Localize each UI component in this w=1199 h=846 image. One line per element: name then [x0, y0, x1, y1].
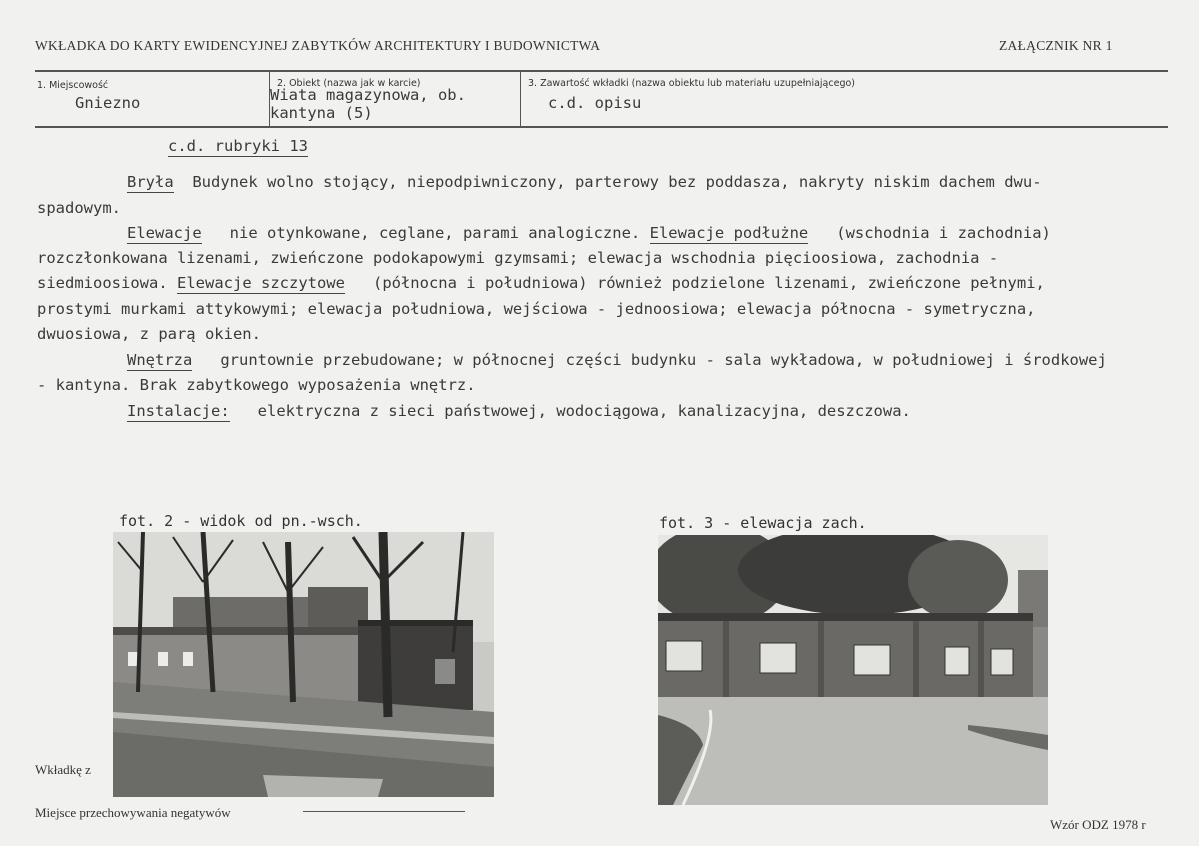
- field-2-value-line1: Wiata magazynowa, ob.: [270, 86, 466, 104]
- paragraph-elewacje-line1: Elewacje nie otynkowane, ceglane, parami analogiczne. Elewacje podłużne (wschodnia i zachodnia): [127, 224, 1051, 242]
- paragraph-elewacje-line2: rozczłonkowana lizenami, zwieńczone podokapowymi gzymsami; elewacja wschodnia pięcioosiowa, zachodnia -: [37, 249, 999, 267]
- table-divider-2: [520, 71, 521, 127]
- footer-negatives-rule: [303, 811, 465, 812]
- heading-elewacje: Elewacje: [127, 224, 202, 242]
- heading-elewacje-podluzne: Elewacje podłużne: [649, 224, 809, 242]
- heading-bryla: Bryła: [127, 173, 174, 191]
- field-3-label: 3. Zawartość wkładki (nazwa obiektu lub materiału uzupełniającego): [528, 78, 855, 89]
- attachment-number: ZAŁĄCZNIK NR 1: [999, 38, 1113, 53]
- form-title: WKŁADKA DO KARTY EWIDENCYJNEJ ZABYTKÓW ARCHITEKTURY I BUDOWNICTWA: [35, 38, 601, 53]
- table-top-rule: [35, 70, 1168, 72]
- field-2-value-line2: kantyna (5): [270, 104, 373, 122]
- photo-building-northeast: [113, 532, 494, 797]
- photo-building-west-elevation: [658, 535, 1048, 805]
- paragraph-elewacje-line5: dwuosiowa, z parą okien.: [37, 325, 261, 343]
- field-2-label: 2. Obiekt (nazwa jak w karcie): [277, 78, 421, 89]
- photo-caption-left: fot. 2 - widok od pn.-wsch.: [119, 512, 363, 530]
- footer-form-number: Wzór ODZ 1978 r: [1050, 817, 1146, 832]
- footer-wkladke: Wkładkę z: [35, 762, 91, 777]
- table-bottom-rule: [35, 126, 1168, 128]
- field-1-value: Gniezno: [75, 94, 141, 112]
- paragraph-elewacje-line3: siedmioosiowa. Elewacje szczytowe (północna i południowa) również podzielone lizenami, zwieńczone pełnymi,: [37, 274, 1045, 292]
- paragraph-bryla-line2: spadowym.: [37, 199, 121, 217]
- heading-wnetrza: Wnętrza: [127, 351, 193, 369]
- paragraph-instalacje: Instalacje: elektryczna z sieci państwowej, wodociągowa, kanalizacyjna, deszczowa.: [127, 402, 911, 420]
- photo-caption-right: fot. 3 - elewacja zach.: [659, 514, 867, 532]
- field-1-label: 1. Miejscowość: [37, 80, 109, 91]
- paragraph-wnetrza-line2: - kantyna. Brak zabytkowego wyposażenia wnętrz.: [37, 376, 476, 394]
- heading-instalacje: Instalacje:: [127, 402, 230, 420]
- heading-elewacje-szczytowe: Elewacje szczytowe: [177, 274, 345, 292]
- paragraph-wnetrza-line1: Wnętrza gruntownie przebudowane; w północnej części budynku - sala wykładowa, w południowej i środkowej: [127, 351, 1107, 369]
- footer-negatives-label: Miejsce przechowywania negatywów: [35, 805, 231, 820]
- paragraph-bryla-line1: Bryła Budynek wolno stojący, niepodpiwniczony, parterowy bez poddasza, nakryty niskim dachem dwu-: [127, 173, 1042, 191]
- field-3-value: c.d. opisu: [548, 94, 642, 112]
- paragraph-elewacje-line4: prostymi murkami attykowymi; elewacja południowa, wejściowa - jednoosiowa; elewacja północna - symetryczna,: [37, 300, 1036, 318]
- section-subtitle: c.d. rubryki 13: [168, 137, 308, 155]
